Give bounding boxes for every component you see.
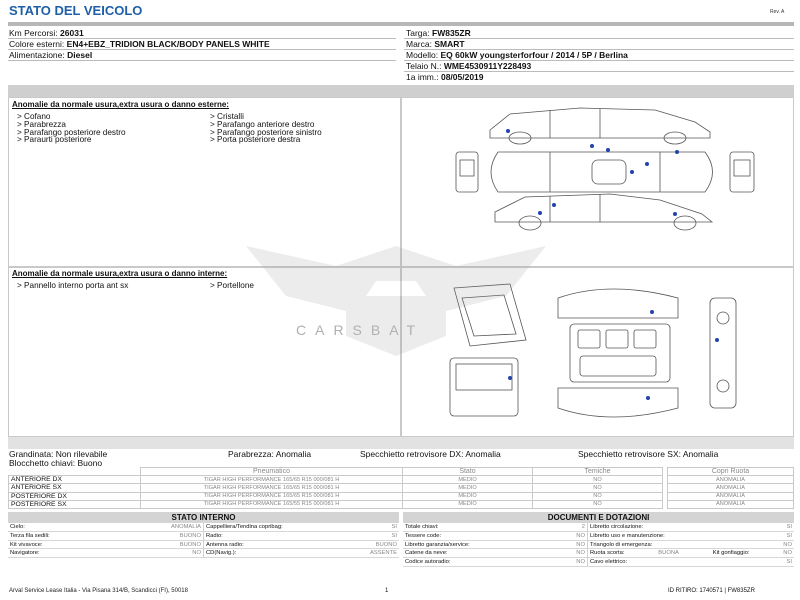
interior-item: Kit vivavoce: BUONO bbox=[10, 541, 201, 548]
interior-item: Antenna radio: BUONO bbox=[206, 541, 397, 548]
interior-status-panel bbox=[8, 512, 399, 558]
chassis-label: Telaio N.: bbox=[406, 61, 442, 71]
page-number: 1 bbox=[385, 588, 389, 594]
color-value: EN4+EBZ_TRIDION BLACK/BODY PANELS WHITE bbox=[66, 39, 270, 49]
external-damage-col2 bbox=[210, 113, 322, 144]
document-item: Ruota scorta: BUONA Kit gonfiaggio: NO bbox=[590, 550, 792, 557]
table-row: POSTERIORE SX TIGAR HIGH PERFORMANCE 165/55 R15 000/081 H MEDIO NO bbox=[9, 500, 663, 508]
damage-item: > Parafango posteriore destro bbox=[17, 127, 126, 137]
chassis-value: WME4530911Y228493 bbox=[443, 61, 532, 71]
table-row: ANOMALIA bbox=[668, 484, 794, 492]
damage-item: > Pannello interno porta ant sx bbox=[17, 281, 129, 290]
interior-item: CD(Navig.): ASSENTE bbox=[206, 550, 397, 557]
document-item: Libretto circolazione: SI bbox=[590, 524, 792, 530]
footer-id: ID RITIRO: 1740571 | FW835ZR bbox=[668, 588, 755, 594]
model-value: EQ 60kW youngsterforfour / 2014 / 5P / Berlina bbox=[440, 50, 628, 60]
brand-row bbox=[406, 39, 465, 49]
specchietto-dx: Specchietto retrovisore DX: Anomalia bbox=[360, 449, 501, 459]
damage-item: > Parafango anteriore destro bbox=[210, 119, 315, 129]
plate-value: FW835ZR bbox=[432, 28, 471, 38]
brand-value: SMART bbox=[434, 39, 465, 49]
specchietto-sx: Specchietto retrovisore SX: Anomalia bbox=[578, 449, 719, 459]
interior-item: Navigatore: NO bbox=[10, 550, 201, 557]
fuel-value: Diesel bbox=[67, 50, 93, 60]
km-row bbox=[9, 28, 84, 38]
footer-address: Arval Service Lease Italia - Via Pisana 314/B, Scandicci (FI), 50018 bbox=[9, 588, 188, 594]
document-item: Totale chiavi: 2 bbox=[405, 524, 585, 530]
damage-item: > Cristalli bbox=[210, 112, 244, 121]
interior-item: Cappelliera/Tendina copribag: SI bbox=[206, 524, 397, 530]
km-label: Km Percorsi: bbox=[9, 28, 58, 38]
document-item: Libretto uso e manutenzione: SI bbox=[590, 532, 792, 539]
table-row: ANOMALIA bbox=[668, 476, 794, 484]
table-row: ANTERIORE SX TIGAR HIGH PERFORMANCE 165/65 R15 000/081 H MEDIO NO bbox=[9, 484, 663, 492]
color-row bbox=[9, 39, 270, 49]
watermark-text: CARSBAT bbox=[296, 322, 425, 338]
documents-title: DOCUMENTI E DOTAZIONI bbox=[403, 512, 794, 523]
document-item: Tessere code: NO bbox=[405, 532, 585, 539]
table-row: ANOMALIA bbox=[668, 492, 794, 500]
color-label: Colore esterni: bbox=[9, 39, 65, 49]
external-damage-col1 bbox=[17, 113, 126, 144]
document-item: Catene da neve: NO bbox=[405, 550, 585, 557]
damage-item: > Parabrezza bbox=[17, 119, 66, 129]
interior-item: Radio: SI bbox=[206, 532, 397, 539]
model-row bbox=[406, 50, 628, 60]
registration-label: 1a imm.: bbox=[406, 72, 439, 82]
document-item: Codice autoradio: NO bbox=[405, 559, 585, 566]
tires-col-tem: Temiche bbox=[533, 468, 663, 476]
parabrezza-status: Parabrezza: Anomalia bbox=[228, 449, 312, 459]
fuel-row bbox=[9, 50, 92, 60]
tires-table bbox=[8, 467, 663, 509]
revision-label: Rev. A bbox=[770, 9, 785, 15]
blocchetto-chiavi: Blocchetto chiavi: Buono bbox=[9, 458, 103, 468]
interior-status-title: STATO INTERNO bbox=[8, 512, 399, 523]
plate-label: Targa: bbox=[406, 28, 430, 38]
summary-band bbox=[8, 437, 794, 449]
wheel-cover-table bbox=[667, 467, 794, 509]
document-item: Libretto garanzia/service: NO bbox=[405, 541, 585, 548]
header-rule bbox=[8, 22, 794, 26]
registration-value: 08/05/2019 bbox=[440, 72, 484, 82]
plate-row bbox=[406, 28, 471, 38]
external-damage-title: Anomalie da normale usura,extra usura o danno esterne: bbox=[12, 100, 229, 109]
km-value: 26031 bbox=[60, 28, 84, 38]
damage-item: > Cofano bbox=[17, 112, 51, 121]
tires-col-tire: Pneumatico bbox=[141, 468, 403, 476]
model-label: Modello: bbox=[406, 50, 439, 60]
fuel-label: Alimentazione: bbox=[9, 50, 65, 60]
internal-damage-col1 bbox=[17, 282, 128, 290]
chassis-row bbox=[406, 61, 531, 71]
interior-item: Cielo: ANOMALIA bbox=[10, 524, 201, 530]
document-item: Triangolo di emergenza: NO bbox=[590, 541, 792, 548]
damage-item: > Portellone bbox=[210, 281, 254, 290]
table-row: POSTERIORE DX TIGAR HIGH PERFORMANCE 165/65 R15 000/081 H MEDIO NO bbox=[9, 492, 663, 500]
grandinata: Grandinata: Non rilevabile bbox=[9, 449, 108, 459]
damage-item: > Paraurti posteriore bbox=[17, 135, 92, 145]
table-row: ANOMALIA bbox=[668, 500, 794, 508]
tires-header-row bbox=[9, 468, 663, 476]
carsbat-watermark bbox=[226, 236, 566, 366]
wheel-cover-header: Copri Ruota bbox=[668, 468, 794, 476]
registration-row bbox=[406, 72, 484, 82]
table-row: ANTERIORE DX TIGAR HIGH PERFORMANCE 165/65 R15 000/081 H MEDIO NO bbox=[9, 476, 663, 484]
document-item: Cavo elettrico: SI bbox=[590, 559, 792, 566]
page-title: STATO DEL VEICOLO bbox=[9, 3, 143, 18]
tires-col-stato: Stato bbox=[403, 468, 533, 476]
documents-panel bbox=[403, 512, 794, 567]
damage-item: > Porta posteriore destra bbox=[210, 135, 301, 145]
damage-item: > Parafango posteriore sinistro bbox=[210, 127, 322, 137]
section-band bbox=[8, 85, 794, 97]
brand-label: Marca: bbox=[406, 39, 432, 49]
interior-item: Terza fila sedili: BUONO bbox=[10, 532, 201, 539]
internal-damage-title: Anomalie da normale usura,extra usura o danno interne: bbox=[12, 269, 228, 278]
